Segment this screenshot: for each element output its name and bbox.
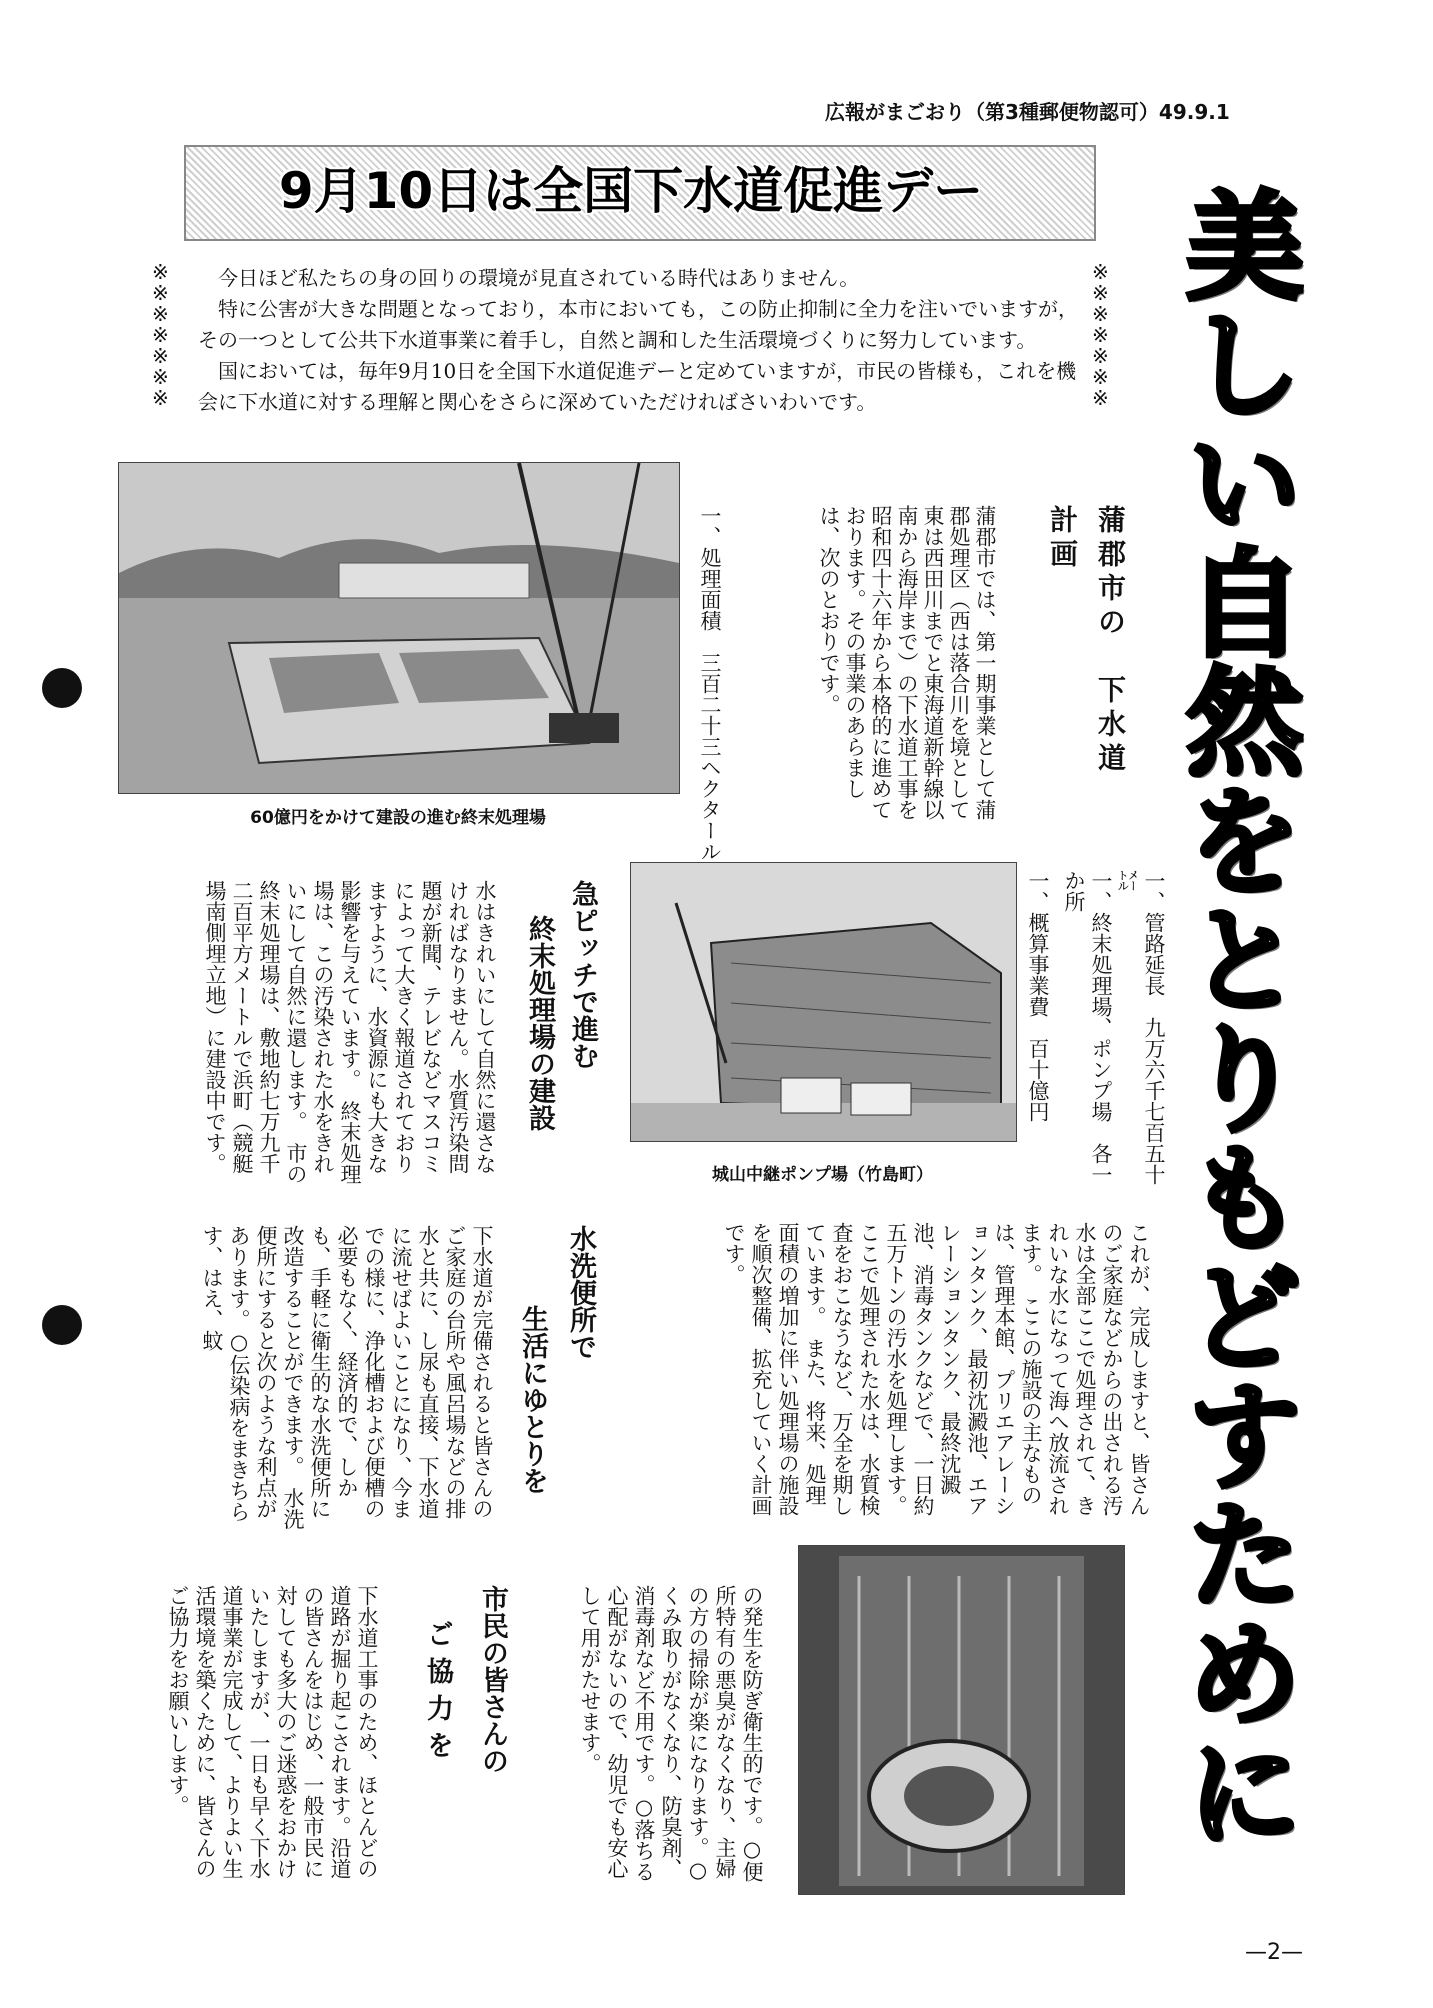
construction-body: 水はきれいにして自然に還さなければなりません。水質汚染問題が新聞、テレビなどマスコミによって大きく報道されておりますように、水資源にも大きな影響を与えています。 終末処理場は、この汚染された水をきれいにして自然に還します。 市の終末処理場は、敷地約七万九千二百平方メートルで浜町（競艇場南側埋立地）に建設中です。: [203, 880, 497, 1185]
construction-heading-1: 急ピッチで進む: [567, 880, 598, 1069]
sewer-pipe-image: [799, 1546, 1124, 1894]
plan-body: 蒲郡市では、第一期事業として蒲郡処理区（西は落合川を境として東は西田川までと東海道新幹線以南から海岸まで）の下水道工事を昭和四十六年から本格的に進めております。その事業のあらましは、次のとおりです。: [817, 505, 997, 820]
intro-text: [198, 263, 1086, 418]
masthead: 広報がまごおり（第3種郵便物認可）49.9.1: [825, 100, 1230, 124]
toilets-heading-2: 生活にゆとりを: [517, 1305, 548, 1494]
binder-hole-top: [42, 668, 82, 708]
intro-paragraph-2: 特に公害が大きな問題となっており，本市においても，この防止抑制に全力を注いでいますが，その一つとして公共下水道事業に着手し，自然と調和した生活環境づくりに努力しています。: [198, 297, 1078, 352]
plan-continuation: これが、完成しますと、皆さんのご家庭などからの出される汚水は全部ここで処理されて、きれいな水になって海へ放流されます。 ここの施設の主なものは、管理本館、プリエアレーションタンク、最初沈澱池、エアレーションタンク、最終沈澱池、消毒タンクなどで、一日約五万トンの汚水を処理します。 ここで処理された水は、水質検査をおこなうなど、万全を期しています。 また、将来、処理面積の増加に伴い処理場の施設を順次整備、拡充していく計画です。: [722, 1222, 1151, 1527]
plan-item-1: 一、処理面積 三百二十三ヘクタール: [698, 505, 722, 862]
pump-station-caption: 城山中継ポンプ場（竹島町）: [712, 1165, 933, 1185]
banner: [184, 145, 1096, 241]
cooperation-heading-2: ご協力を: [422, 1620, 453, 1768]
intro-stars-left: ※※※※※※※: [152, 260, 169, 410]
plan-heading: 蒲郡市の 下水道計画: [1046, 505, 1127, 777]
intro-paragraph-1: 今日ほど私たちの身の回りの環境が見直されている時代はありません。: [218, 266, 860, 290]
pump-station-image: [631, 863, 1016, 1141]
intro-paragraph-3: 国においては，毎年9月10日を全国下水道促進デーと定めていますが，市民の皆様も，これを機会に下水道に対する理解と関心をさらに深めていただければさいわいです。: [198, 359, 1077, 414]
plan-item-4: 一、概算事業費 百十億円: [1026, 870, 1050, 1122]
treatment-plant-image: [119, 463, 679, 793]
banner-title: 9月10日は全国下水道促進デー: [278, 162, 984, 220]
cooperation-heading-1: 市民の皆さんの: [477, 1585, 508, 1774]
pump-station-photo: [630, 862, 1017, 1142]
intro-stars-right: ※※※※※※※: [1092, 260, 1109, 410]
cooperation-body: 下水道工事のため、ほとんどの道路が掘り起こされます。沿道の皆さんをはじめ、一般市民に対しても多大のご迷惑をおかけいたしますが、一日も早く下水道事業が完成して、よりよい生活環境を築くために、皆さんのご協力をお願いします。: [166, 1585, 379, 1879]
binder-hole-bottom: [42, 1305, 82, 1345]
treatment-plant-photo: [118, 462, 680, 794]
plan-item-2: 一、管路延長 九万六千七百五十㍍: [1115, 870, 1166, 1185]
construction-heading-2: 終末処理場の建設: [524, 915, 555, 1131]
toilets-body: 下水道が完備されると皆さんのご家庭の台所や風呂場などの排水と共に、し尿も直接、下水道に流せばよいことになり、今までの様に、浄化槽および便槽の必要もなく、経済的で、しかも、手軽に衛生的な水洗便所に改造することができます。 水洗便所にすると次のような利点があります。○伝染病をまきちらす、はえ、蚊: [200, 1225, 494, 1530]
toilets-continuation: の発生を防ぎ衛生的です。○便所特有の悪臭がなくなり、主婦の方の掃除が楽になります。○くみ取りがなくなり、防臭剤、消毒剤など不用です。○落ちる心配がないので、幼児でも安心して用がたせます。: [578, 1585, 764, 1882]
page-number: —2—: [1245, 1940, 1303, 1965]
main-headline: 美しい自然をとりもどすために: [1167, 185, 1304, 1851]
treatment-plant-caption: 60億円をかけて建設の進む終末処理場: [250, 808, 546, 828]
plan-item-3: 一、終末処理場、ポンプ場 各一か所: [1062, 870, 1113, 1185]
toilets-heading-1: 水洗便所で: [565, 1225, 596, 1360]
sewer-pipe-photo: [798, 1545, 1125, 1895]
